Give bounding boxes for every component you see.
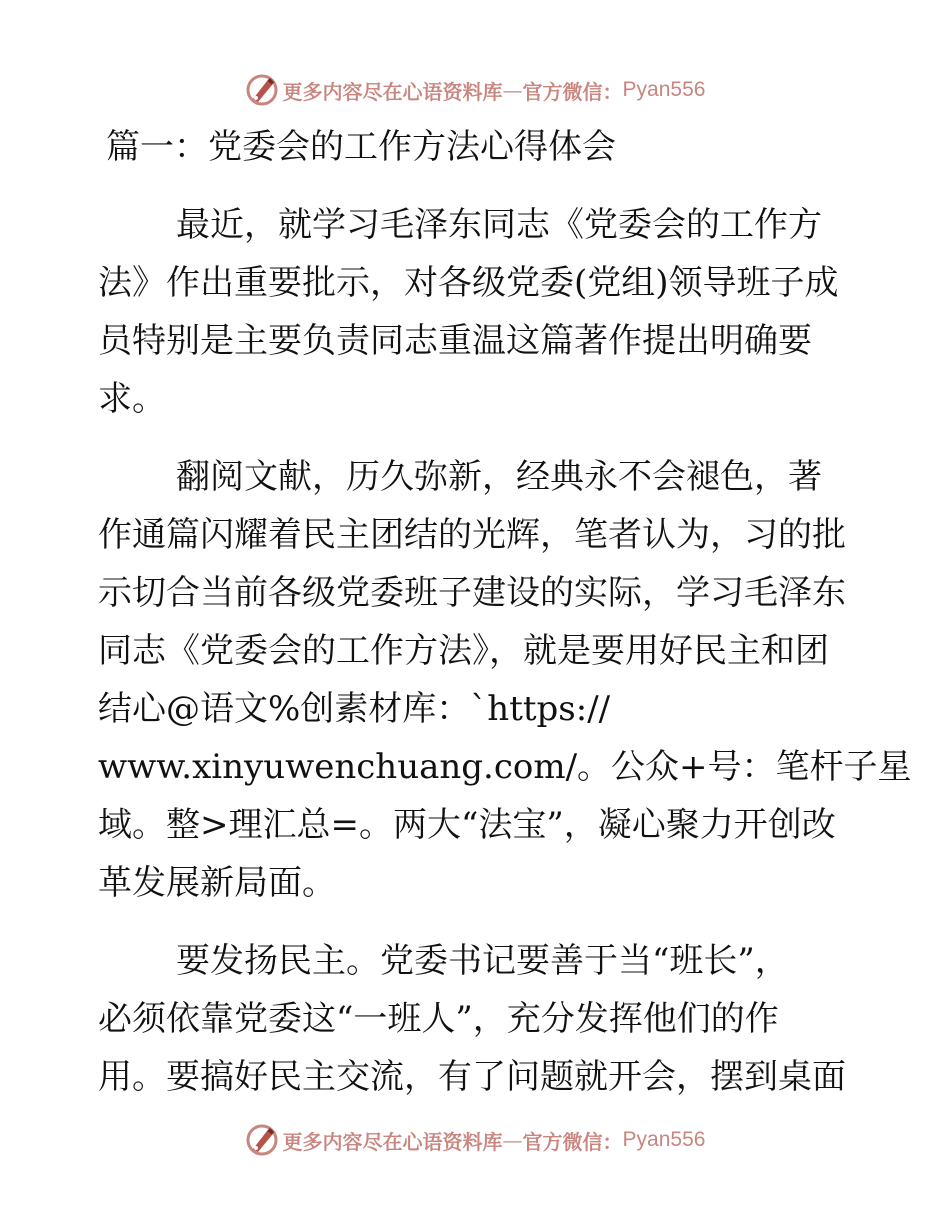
text-line: 法》作出重要批示，对各级党委(党组)领导班子成: [98, 263, 839, 303]
section-heading: 篇一：党委会的工作方法心得体会: [106, 127, 616, 167]
text-line: 结心@语文%创素材库：`https://: [98, 689, 611, 729]
paragraph-3: [98, 932, 853, 1106]
banner-wechat-label: 官方微信：: [522, 79, 623, 104]
text-line: 同志《党委会的工作方法》，就是要用好民主和团: [98, 631, 829, 671]
document-body: [98, 196, 912, 1106]
pen-logo-icon: [245, 1123, 279, 1157]
text-line: 要发扬民主。党委书记要善于当“班长”，: [176, 941, 789, 981]
banner-wechat-label: 官方微信：: [522, 1129, 623, 1154]
text-line: 必须依靠党委这“一班人”，充分发挥他们的作: [98, 999, 779, 1039]
footer-banner: [0, 1120, 950, 1160]
banner-slogan: 更多内容尽在心语资料库: [282, 79, 503, 104]
text-line: 用。要搞好民主交流，有了问题就开会，摆到桌面: [98, 1057, 846, 1097]
pen-logo-icon: [245, 73, 279, 107]
text-line: 域。整>理汇总=。两大“法宝”，凝心聚力开创改: [98, 805, 836, 845]
banner-wechat-id: Pyan556: [622, 1128, 706, 1151]
banner-separator: —: [502, 1128, 523, 1152]
text-line: 员特别是主要负责同志重温这篇著作提出明确要: [98, 321, 812, 361]
text-line: 作通篇闪耀着民主团结的光辉，笔者认为，习的批: [98, 515, 846, 555]
text-line: 最近，就学习毛泽东同志《党委会的工作方: [176, 205, 822, 245]
paragraph-2: [98, 448, 912, 912]
banner-slogan: 更多内容尽在心语资料库: [282, 1129, 503, 1154]
text-line: 示切合当前各级党委班子建设的实际，学习毛泽东: [98, 573, 846, 613]
text-line: 翻阅文献，历久弥新，经典永不会褪色，著: [176, 457, 822, 497]
paragraph-1: [98, 196, 853, 428]
text-line: 求。: [98, 379, 166, 419]
banner-separator: —: [502, 78, 523, 102]
text-line: www.xinyuwenchuang.com/。公众+号：笔杆子星: [98, 747, 912, 787]
text-line: 革发展新局面。: [98, 863, 336, 903]
banner-wechat-id: Pyan556: [622, 78, 706, 101]
header-banner: [0, 70, 950, 110]
